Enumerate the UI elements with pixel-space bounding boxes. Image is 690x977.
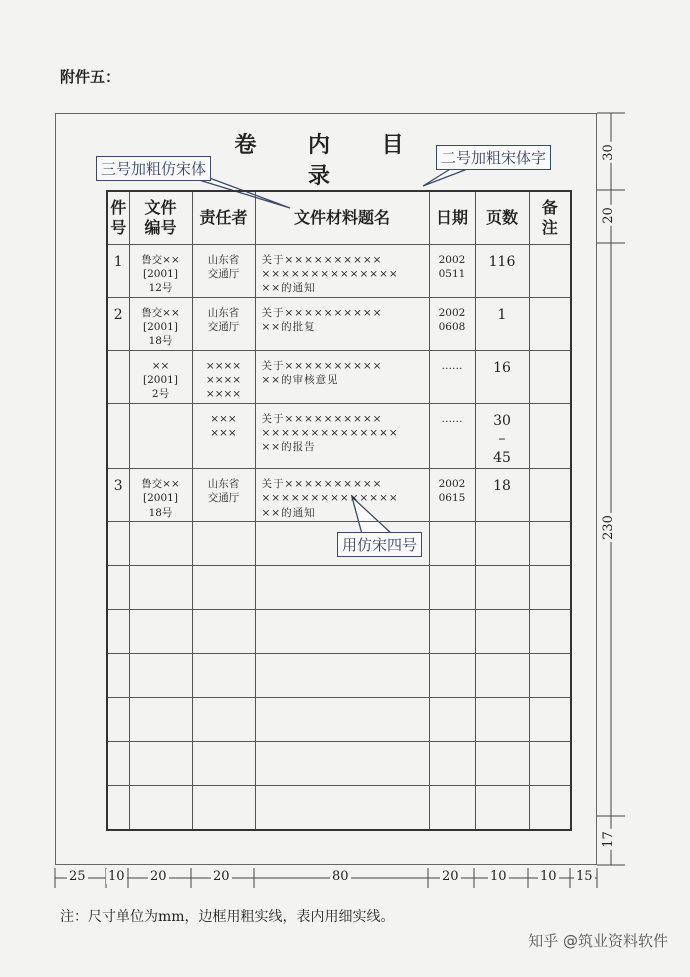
cell-title: 关于×××××××××× ×××××××××××××× ××的通知 [255,469,429,522]
empty-cell [129,566,192,610]
empty-cell [475,522,529,566]
empty-table-row [107,786,571,830]
empty-cell [129,610,192,654]
empty-cell [255,742,429,786]
empty-cell [129,742,192,786]
cell-item-no: 1 [107,244,129,297]
empty-cell [255,566,429,610]
header-remark: 备 注 [529,191,571,244]
dim-bottom-col6: 10 [490,869,507,884]
empty-cell [475,698,529,742]
table-row [107,297,571,350]
empty-cell [529,742,571,786]
empty-cell [475,566,529,610]
dim-bottom-col4: 80 [332,869,349,884]
callout-header-font: 三号加粗仿宋体 [96,156,211,181]
table-row [107,244,571,297]
dim-bottom-col5: 20 [442,869,459,884]
cell-title: 关于×××××××××× ××的批复 [255,297,429,350]
empty-cell [529,522,571,566]
dim-bottom-col1: 10 [108,869,125,884]
dim-right-header: 20 [600,207,616,224]
cell-responsible: 山东省 交通厅 [192,244,255,297]
cell-remark [529,469,571,522]
callout-title-font: 二号加粗宋体字 [436,145,551,170]
cell-item-no [107,403,129,469]
dim-bottom-left-margin: 25 [69,869,86,884]
dim-right-top: 30 [600,144,616,161]
table-header-row [107,191,571,244]
empty-cell [192,654,255,698]
empty-cell [255,610,429,654]
cell-remark [529,244,571,297]
cell-file-no: 鲁交×× [2001] 12号 [129,244,192,297]
cell-pages: 116 [475,244,529,297]
empty-table-row [107,654,571,698]
cell-title: 关于×××××××××× ××的审核意见 [255,350,429,403]
cell-remark [529,403,571,469]
empty-cell [475,610,529,654]
cell-file-no: ×× [2001] 2号 [129,350,192,403]
table-row [107,469,571,522]
empty-cell [129,698,192,742]
table-row [107,403,571,469]
empty-cell [255,786,429,830]
cell-item-no [107,350,129,403]
dim-bottom-col7: 10 [540,869,557,884]
cell-date: 2002 0511 [429,244,475,297]
empty-cell [529,654,571,698]
empty-cell [107,742,129,786]
empty-cell [107,786,129,830]
cell-pages: 1 [475,297,529,350]
cell-responsible: 山东省 交通厅 [192,297,255,350]
cell-date: …… [429,403,475,469]
cell-title: 关于×××××××××× ×××××××××××××× ××的报告 [255,403,429,469]
empty-cell [475,786,529,830]
empty-cell [429,698,475,742]
cell-date: 2002 0615 [429,469,475,522]
catalog-title: 卷 内 目 录 [234,132,426,189]
empty-table-row [107,742,571,786]
empty-cell [475,654,529,698]
watermark: 知乎 @筑业资料软件 [528,932,668,950]
header-responsible: 责任者 [192,191,255,244]
header-item-no: 件 号 [107,191,129,244]
empty-cell [107,522,129,566]
cell-responsible: ×××× ×××× ×××× [192,350,255,403]
attachment-label: 附件五： [60,68,121,86]
empty-cell [529,566,571,610]
empty-cell [129,654,192,698]
callout-body-font: 用仿宋四号 [337,532,422,557]
cell-responsible: ××× ××× [192,403,255,469]
empty-cell [529,786,571,830]
empty-cell [255,654,429,698]
empty-cell [192,742,255,786]
dim-bottom-col2: 20 [150,869,167,884]
cell-responsible: 山东省 交通厅 [192,469,255,522]
empty-cell [129,522,192,566]
cell-title: 关于×××××××××× ×××××××××××××× ××的通知 [255,244,429,297]
cell-file-no: 鲁交×× [2001] 18号 [129,297,192,350]
dim-bottom-right-margin: 15 [576,869,593,884]
empty-table-row [107,566,571,610]
header-title: 文件材料题名 [255,191,429,244]
cell-pages: 30 – 45 [475,403,529,469]
header-file-no: 文件 编号 [129,191,192,244]
empty-cell [107,610,129,654]
empty-cell [429,610,475,654]
dim-bottom-col3: 20 [213,869,230,884]
empty-cell [107,654,129,698]
cell-date: 2002 0608 [429,297,475,350]
catalog-table [106,190,572,831]
empty-cell [429,654,475,698]
empty-cell [429,742,475,786]
cell-file-no [129,403,192,469]
header-pages: 页数 [475,191,529,244]
cell-remark [529,297,571,350]
empty-cell [192,786,255,830]
cell-item-no: 3 [107,469,129,522]
empty-cell [192,698,255,742]
footnote: 注：尺寸单位为mm，边框用粗实线，表内用细实线。 [60,909,395,925]
cell-item-no: 2 [107,297,129,350]
dim-right-body: 230 [600,515,616,540]
empty-cell [429,566,475,610]
empty-cell [129,786,192,830]
table-row [107,350,571,403]
callout-pointer-title [423,168,470,186]
cell-pages: 18 [475,469,529,522]
empty-cell [475,742,529,786]
dim-right-bottom: 17 [600,831,616,848]
cell-remark [529,350,571,403]
empty-cell [529,610,571,654]
empty-cell [429,522,475,566]
cell-pages: 16 [475,350,529,403]
empty-cell [255,698,429,742]
empty-cell [192,522,255,566]
empty-cell [529,698,571,742]
cell-date: …… [429,350,475,403]
empty-cell [192,610,255,654]
empty-cell [107,566,129,610]
empty-table-row [107,698,571,742]
empty-cell [429,786,475,830]
empty-cell [192,566,255,610]
empty-cell [107,698,129,742]
header-date: 日期 [429,191,475,244]
empty-table-row [107,610,571,654]
cell-file-no: 鲁交×× [2001] 18号 [129,469,192,522]
